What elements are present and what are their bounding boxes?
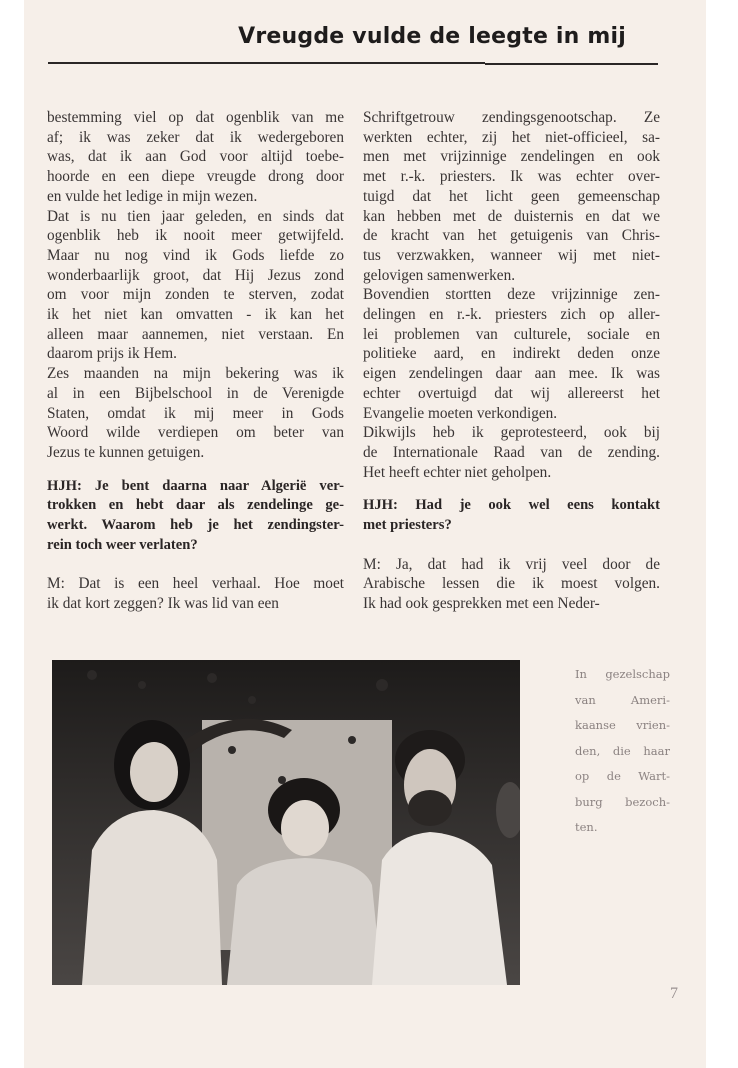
body-text-line: was, dat ik aan God voor altijd toebe-: [47, 148, 344, 166]
interview-question-line: met priesters?: [363, 517, 452, 533]
body-text-line: kan hebben met de duisternis en dat we: [363, 207, 660, 225]
body-text-line: gelovigen samenwerken.: [363, 266, 516, 284]
photo-caption: [575, 662, 670, 841]
body-text-line: Dat is nu tien jaar geleden, en sinds dat: [47, 207, 344, 225]
body-text-line: Schriftgetrouw zendingsgenootschap. Ze: [363, 109, 660, 126]
body-text-line: men met vrijzinnige zendelingen en ook: [363, 148, 660, 166]
body-text-line: hoorde en een diepe vreugde drong door: [47, 168, 344, 186]
interview-question-line: werkt. Waarom heb je het zendingster-: [47, 517, 344, 533]
body-text-line: Bovendien stortten deze vrijzinnige zen-: [363, 286, 660, 304]
body-text-line: Dikwijls heb ik geprotesteerd, ook bij: [363, 424, 660, 442]
body-text-line: daarom prijs ik Hem.: [47, 345, 177, 363]
page-number: 7: [670, 985, 678, 1002]
interview-answer-line: ik dat kort zeggen? Ik was lid van een: [47, 595, 279, 613]
interview-question-line: trokken en hebt daar als zendelinge ge-: [47, 497, 344, 514]
caption-line: den, die haar: [575, 743, 670, 758]
body-text-line: ik het niet kan omvatten - ik kan het: [47, 306, 344, 323]
body-text-line: wonderbaarlijk groot, dat Hij Jezus zond: [47, 266, 344, 284]
interview-answer-line: Ik had ook gesprekken met een Neder-: [363, 595, 600, 613]
body-text-line: delingen en r.-k. priesters zich op aller-: [363, 306, 660, 323]
body-text-line: tus verzwakken, wanneer wij met niet-: [363, 246, 660, 264]
interview-question-line: HJH: Je bent daarna naar Algerië ver-: [47, 477, 344, 494]
caption-line: In gezelschap: [575, 667, 670, 681]
body-text-line: ogenblik heb ik nooit meer getwijfeld.: [47, 227, 344, 245]
body-text-line: Zes maanden na mijn bekering was ik: [47, 365, 344, 383]
article-title: Vreugde vulde de leegte in mij: [238, 24, 626, 49]
title-rule-right: [485, 63, 658, 65]
body-text-line: met r.-k. priesters. Ik was echter over-: [363, 168, 660, 186]
body-text-line: al in een Bijbelschool in de Verenigde: [47, 384, 344, 402]
body-text-line: om voor mijn zonden te sterven, zodat: [47, 286, 344, 304]
photo-image: [52, 660, 520, 985]
body-text-line: Woord wilde verdiepen om beter van: [47, 424, 344, 442]
body-text-line: lei problemen van culturele, sociale en: [363, 325, 660, 343]
caption-line: op de Wart-: [575, 769, 670, 783]
body-text-line: af; ik was zeker dat ik wedergeboren: [47, 128, 344, 146]
group-photo: [52, 660, 520, 985]
body-text-line: Staten, omdat ik mij meer in Gods: [47, 404, 344, 422]
interview-question-line: rein toch weer verlaten?: [47, 536, 198, 553]
interview-question-line: HJH: Had je ook wel eens kontakt: [363, 497, 660, 514]
interview-answer-line: M: Dat is een heel verhaal. Hoe moet: [47, 575, 344, 593]
body-text-line: Evangelie moeten verkondigen.: [363, 404, 558, 422]
body-text-line: bestemming viel op dat ogenblik van me: [47, 109, 344, 126]
body-text-line: de kracht van het getuigenis van Chris-: [363, 227, 660, 245]
body-text-line: en vulde het ledige in mijn wezen.: [47, 187, 258, 205]
interview-answer-line: Arabische lessen die ik moest volgen.: [363, 575, 660, 593]
body-text-line: werkten echter, zij het niet-officieel, sa-: [363, 128, 660, 146]
body-text-line: Jezus te kunnen getuigen.: [47, 443, 205, 461]
interview-answer-line: M: Ja, dat had ik vrij veel door de: [363, 555, 660, 573]
magazine-page: [24, 0, 706, 1068]
title-rule-left: [48, 62, 485, 64]
body-text-line: de Internationale Raad van de zending.: [363, 443, 660, 461]
caption-line: kaanse vrien-: [575, 718, 670, 732]
body-text-line: eigen zendelingen daar aan mee. Ik was: [363, 365, 660, 383]
body-text-line: echter overtuigd dat wij allereerst het: [363, 384, 660, 402]
body-text-line: Maar nu nog vind ik Gods liefde zo: [47, 246, 344, 264]
body-text-line: Het heeft echter niet geholpen.: [363, 463, 552, 481]
caption-line: burg bezoch-: [575, 794, 670, 809]
body-text-line: politieke aard, en indirekt deden onze: [363, 345, 660, 363]
caption-line: van Ameri-: [575, 692, 670, 707]
body-text-line: tuigd dat het licht geen gemeenschap: [363, 187, 660, 205]
caption-line: ten.: [575, 820, 598, 834]
body-text-line: alleen maar aannemen, niet verstaan. En: [47, 325, 344, 343]
